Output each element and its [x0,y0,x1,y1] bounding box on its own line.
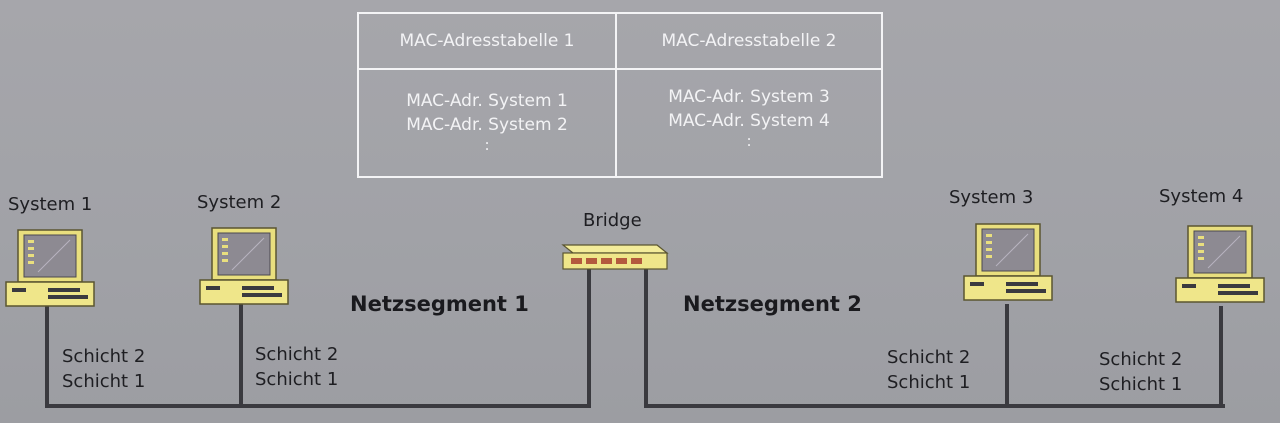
table-cell: MAC-Adr. System 4 [668,111,830,131]
bridge-device-icon [557,241,669,271]
system-1-layers [62,344,145,394]
table-cell: MAC-Adr. System 2 [406,115,568,135]
table-header-divider [359,68,881,70]
table-column-2 [617,85,881,157]
layer-2-label: Schicht 2 [255,344,339,365]
system-2-layers [255,342,338,392]
system-4-computer-icon [1174,224,1266,304]
bridge-label: Bridge [583,210,642,231]
system-3-label: System 3 [949,187,1034,208]
segment-1-bus [45,404,591,408]
layer-2-label: Schicht 2 [887,347,971,368]
segment-2-label: Netzsegment 2 [683,292,862,316]
wire-bridge-segment-1 [587,268,591,408]
system-3-layers [887,345,970,395]
system-4-layers [1099,347,1182,397]
wire-system-1 [45,306,49,408]
layer-1-label: Schicht 1 [887,372,971,393]
system-2-computer-icon [198,226,290,306]
table-cell: MAC-Adr. System 3 [668,87,830,107]
system-2-label: System 2 [197,192,282,213]
system-3-computer-icon [962,222,1054,302]
layer-1-label: Schicht 1 [62,371,146,392]
wire-system-4 [1219,306,1223,408]
layer-1-label: Schicht 1 [255,369,339,390]
layer-2-label: Schicht 2 [1099,349,1183,370]
wire-system-3 [1005,304,1009,408]
mac-address-table [357,12,883,178]
segment-1-label: Netzsegment 1 [350,292,529,316]
table-cell: MAC-Adr. System 1 [406,91,568,111]
table-header-2: MAC-Adresstabelle 2 [661,31,837,51]
layer-2-label: Schicht 2 [62,346,146,367]
table-column-1 [359,89,615,161]
table-cell-ellipsis: : [484,136,490,154]
segment-2-bus [644,404,1225,408]
table-header-1: MAC-Adresstabelle 1 [399,31,575,51]
table-cell-ellipsis: : [746,132,752,150]
layer-1-label: Schicht 1 [1099,374,1183,395]
system-4-label: System 4 [1159,186,1244,207]
wire-system-2 [239,304,243,408]
wire-bridge-segment-2 [644,268,648,408]
system-1-label: System 1 [8,194,93,215]
system-1-computer-icon [4,228,96,308]
